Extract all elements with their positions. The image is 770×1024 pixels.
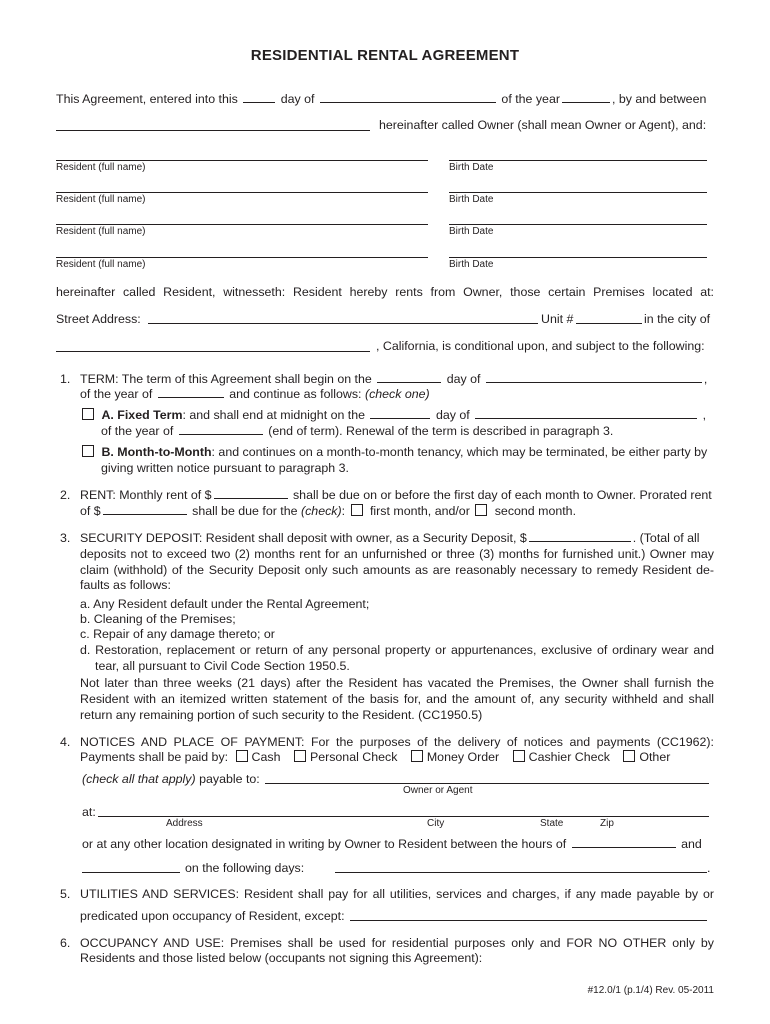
deposit-number: 3.: [60, 531, 71, 545]
second-month-checkbox[interactable]: [475, 504, 487, 516]
month-to-month-checkbox[interactable]: [82, 445, 94, 457]
check-all-label: (check all that apply): [82, 772, 196, 786]
fixed-term-year-text: of the year of: [101, 424, 174, 438]
term-text-1: TERM: The term of this Agreement shall begin on the: [80, 372, 372, 386]
unit-label: Unit #: [541, 312, 574, 326]
utilities-line-1: UTILITIES AND SERVICES: Resident shall pay for all utilities, services and charges, if any made payable by or: [80, 887, 714, 901]
and-label: and: [681, 837, 702, 851]
fixed-term-checkbox[interactable]: [82, 408, 94, 420]
resident-name-field-2[interactable]: [56, 180, 428, 193]
unit-field[interactable]: [576, 311, 642, 324]
deposit-item-d: d. Restoration, replacement or return of any personal property or appurtenances, exclusive of ordinary wear and: [80, 643, 714, 657]
month-to-month-line-1: [80, 444, 707, 460]
fixed-term-line-1: [80, 407, 706, 423]
rent-text-2: shall be due on or before the first day of each month to Owner. Prorated rent: [292, 488, 712, 502]
agreement-day-field[interactable]: [243, 91, 275, 103]
deposit-para-2: Resident with an itemized written statement of the basis for, and the amount of, any security withheld and shall: [80, 692, 714, 706]
agreement-year-field[interactable]: [562, 91, 610, 103]
term-text-5: and continue as follows:: [229, 387, 362, 401]
month-to-month-label: B. Month-to-Month: [101, 445, 212, 459]
second-month-label: second month.: [494, 504, 577, 518]
following-days-period: .: [707, 861, 711, 875]
money-order-label: Money Order: [426, 750, 500, 764]
term-text-3: ,: [703, 372, 708, 386]
fixed-term-month-field[interactable]: [475, 407, 697, 419]
term-line-2: [80, 386, 430, 402]
fixed-term-label: A. Fixed Term: [101, 408, 183, 422]
owner-line-text: hereinafter called Owner (shall mean Owner or Agent), and:: [379, 118, 707, 132]
rent-line-2: [80, 503, 576, 519]
deposit-text-2: . (Total of all: [632, 531, 700, 545]
birth-date-label: Birth Date: [449, 226, 494, 237]
occupancy-number: 6.: [60, 936, 71, 950]
hereinafter-text: hereinafter called Resident, witnesseth: Resident hereby rents from Owner, those certain Premises located at:: [56, 285, 714, 299]
term-start-day-field[interactable]: [377, 371, 441, 383]
rent-number: 2.: [60, 488, 71, 502]
page-title: RESIDENTIAL RENTAL AGREEMENT: [250, 47, 520, 64]
other-checkbox[interactable]: [623, 750, 635, 762]
notices-line-1: NOTICES AND PLACE OF PAYMENT: For the purposes of the delivery of notices and payments (CC1962):: [80, 735, 714, 749]
rent-line-1: [80, 487, 712, 503]
utilities-number: 5.: [60, 887, 71, 901]
fixed-term-line-2: [101, 423, 613, 439]
city-field[interactable]: [56, 339, 370, 352]
deposit-item-a: a. Any Resident default under the Rental Agreement;: [80, 597, 370, 611]
rent-check: (check): [300, 504, 342, 518]
city-label: City: [427, 818, 445, 829]
following-days-field[interactable]: [335, 860, 707, 873]
other-location-text: or at any other location designated in writing by Owner to Resident between the hours of: [82, 837, 567, 851]
intro-text-3: of the year: [501, 92, 560, 106]
hours-from-field[interactable]: [572, 836, 676, 848]
fixed-term-renewal-text: (end of term). Renewal of the term is described in paragraph 3.: [268, 424, 614, 438]
california-text: , California, is conditional upon, and subject to the following:: [376, 339, 705, 353]
utilities-exceptions-field[interactable]: [350, 908, 707, 921]
paid-by-label: Payments shall be paid by:: [80, 750, 229, 764]
term-check-one: (check one): [364, 387, 430, 401]
payable-to-label: payable to:: [199, 772, 260, 786]
payment-address-field[interactable]: [98, 804, 709, 817]
prorated-rent-field[interactable]: [103, 503, 187, 515]
occupancy-line-2: Residents and those listed below (occupants not signing this Agreement):: [80, 951, 483, 965]
month-to-month-line-2: giving written notice pursuant to paragraph 3.: [101, 461, 349, 475]
deposit-item-b: b. Cleaning of the Premises;: [80, 612, 236, 626]
resident-name-field-1[interactable]: [56, 148, 428, 161]
resident-birthdate-field-3[interactable]: [449, 212, 707, 225]
notices-number: 4.: [60, 735, 71, 749]
term-start-month-field[interactable]: [486, 371, 702, 383]
resident-name-label: Resident (full name): [56, 259, 146, 270]
street-address-field[interactable]: [148, 311, 538, 324]
other-label: Other: [639, 750, 671, 764]
deposit-para-1: Not later than three weeks (21 days) after the Resident has vacated the Premises, the Owner shall furnish the: [80, 676, 714, 690]
rent-text-1: RENT: Monthly rent of $: [80, 488, 212, 502]
month-to-month-text: : and continues on a month-to-month tenancy, which may be terminated, be either party by: [211, 445, 708, 459]
fixed-term-comma: ,: [702, 408, 707, 422]
resident-birthdate-field-1[interactable]: [449, 148, 707, 161]
personal-check-label: Personal Check: [309, 750, 398, 764]
deposit-line-1: [80, 530, 714, 546]
intro-line: [56, 91, 706, 107]
intro-text-4: , by and between: [611, 92, 707, 106]
money-order-checkbox[interactable]: [411, 750, 423, 762]
fixed-term-text: : and shall end at midnight on the: [182, 408, 366, 422]
fixed-term-year-field[interactable]: [179, 423, 263, 435]
owner-name-field[interactable]: [56, 118, 370, 131]
cash-checkbox[interactable]: [236, 750, 248, 762]
payable-to-field[interactable]: [265, 771, 709, 784]
monthly-rent-field[interactable]: [214, 487, 288, 499]
deposit-item-d-cont: tear, all pursuant to Civil Code Section 1950.5.: [95, 659, 350, 673]
resident-name-label: Resident (full name): [56, 226, 146, 237]
first-month-label: first month, and/or: [369, 504, 470, 518]
form-revision-footer: #12.0/1 (p.1/4) Rev. 05-2011: [587, 985, 714, 996]
resident-birthdate-field-4[interactable]: [449, 245, 707, 258]
street-address-label: Street Address:: [56, 312, 141, 326]
payable-to-line: [82, 771, 260, 787]
other-location-line: [82, 836, 702, 852]
rent-text-4: shall be due for the: [192, 504, 298, 518]
birth-date-label: Birth Date: [449, 259, 494, 270]
term-start-year-field[interactable]: [158, 386, 224, 398]
term-line-1: [80, 371, 707, 387]
deposit-line-3: claim (withhold) of the Security Deposit only such amounts as are reasonably necessary to remedy Resident de-: [80, 563, 714, 577]
state-label: State: [540, 818, 564, 829]
term-text-4: of the year of: [80, 387, 153, 401]
rent-text-3: of $: [80, 504, 101, 518]
intro-text-1: This Agreement, entered into this: [56, 92, 238, 106]
resident-birthdate-field-2[interactable]: [449, 180, 707, 193]
resident-name-label: Resident (full name): [56, 194, 146, 205]
term-number: 1.: [60, 372, 71, 386]
fixed-term-day-field[interactable]: [370, 407, 430, 419]
following-days-label: on the following days:: [185, 861, 305, 875]
deposit-item-c: c. Repair of any damage thereto; or: [80, 627, 275, 641]
cashier-check-checkbox[interactable]: [513, 750, 525, 762]
at-label: at:: [82, 805, 96, 819]
agreement-month-field[interactable]: [320, 91, 496, 103]
cashier-check-label: Cashier Check: [528, 750, 610, 764]
address-label: Address: [166, 818, 203, 829]
fixed-term-day-text: day of: [435, 408, 470, 422]
resident-name-field-3[interactable]: [56, 212, 428, 225]
first-month-checkbox[interactable]: [351, 504, 363, 516]
resident-name-label: Resident (full name): [56, 162, 146, 173]
owner-agent-label: Owner or Agent: [403, 785, 473, 796]
birth-date-label: Birth Date: [449, 162, 494, 173]
security-deposit-field[interactable]: [529, 530, 631, 542]
personal-check-checkbox[interactable]: [294, 750, 306, 762]
zip-label: Zip: [600, 818, 614, 829]
term-text-2: day of: [446, 372, 481, 386]
occupancy-line-1: OCCUPANCY AND USE: Premises shall be used for residential purposes only and FOR NO OTHER only by: [80, 936, 714, 950]
cash-label: Cash: [251, 750, 281, 764]
deposit-text-1: SECURITY DEPOSIT: Resident shall deposit with owner, as a Security Deposit, $: [80, 531, 527, 545]
payment-methods-line: [80, 749, 670, 765]
deposit-line-2: deposits not to exceed two (2) months rent for an unfurnished or three (3) months for furnished unit.) Owner may: [80, 547, 714, 561]
city-of-label: in the city of: [644, 312, 711, 326]
deposit-para-3: return any remaining portion of such security to the Resident. (CC1950.5): [80, 708, 483, 722]
hours-to-field[interactable]: [82, 860, 180, 873]
birth-date-label: Birth Date: [449, 194, 494, 205]
intro-text-2: day of: [280, 92, 315, 106]
deposit-line-4: faults as follows:: [80, 578, 171, 592]
resident-name-field-4[interactable]: [56, 245, 428, 258]
rent-colon: :: [341, 504, 346, 518]
utilities-line-2: predicated upon occupancy of Resident, except:: [80, 909, 345, 923]
